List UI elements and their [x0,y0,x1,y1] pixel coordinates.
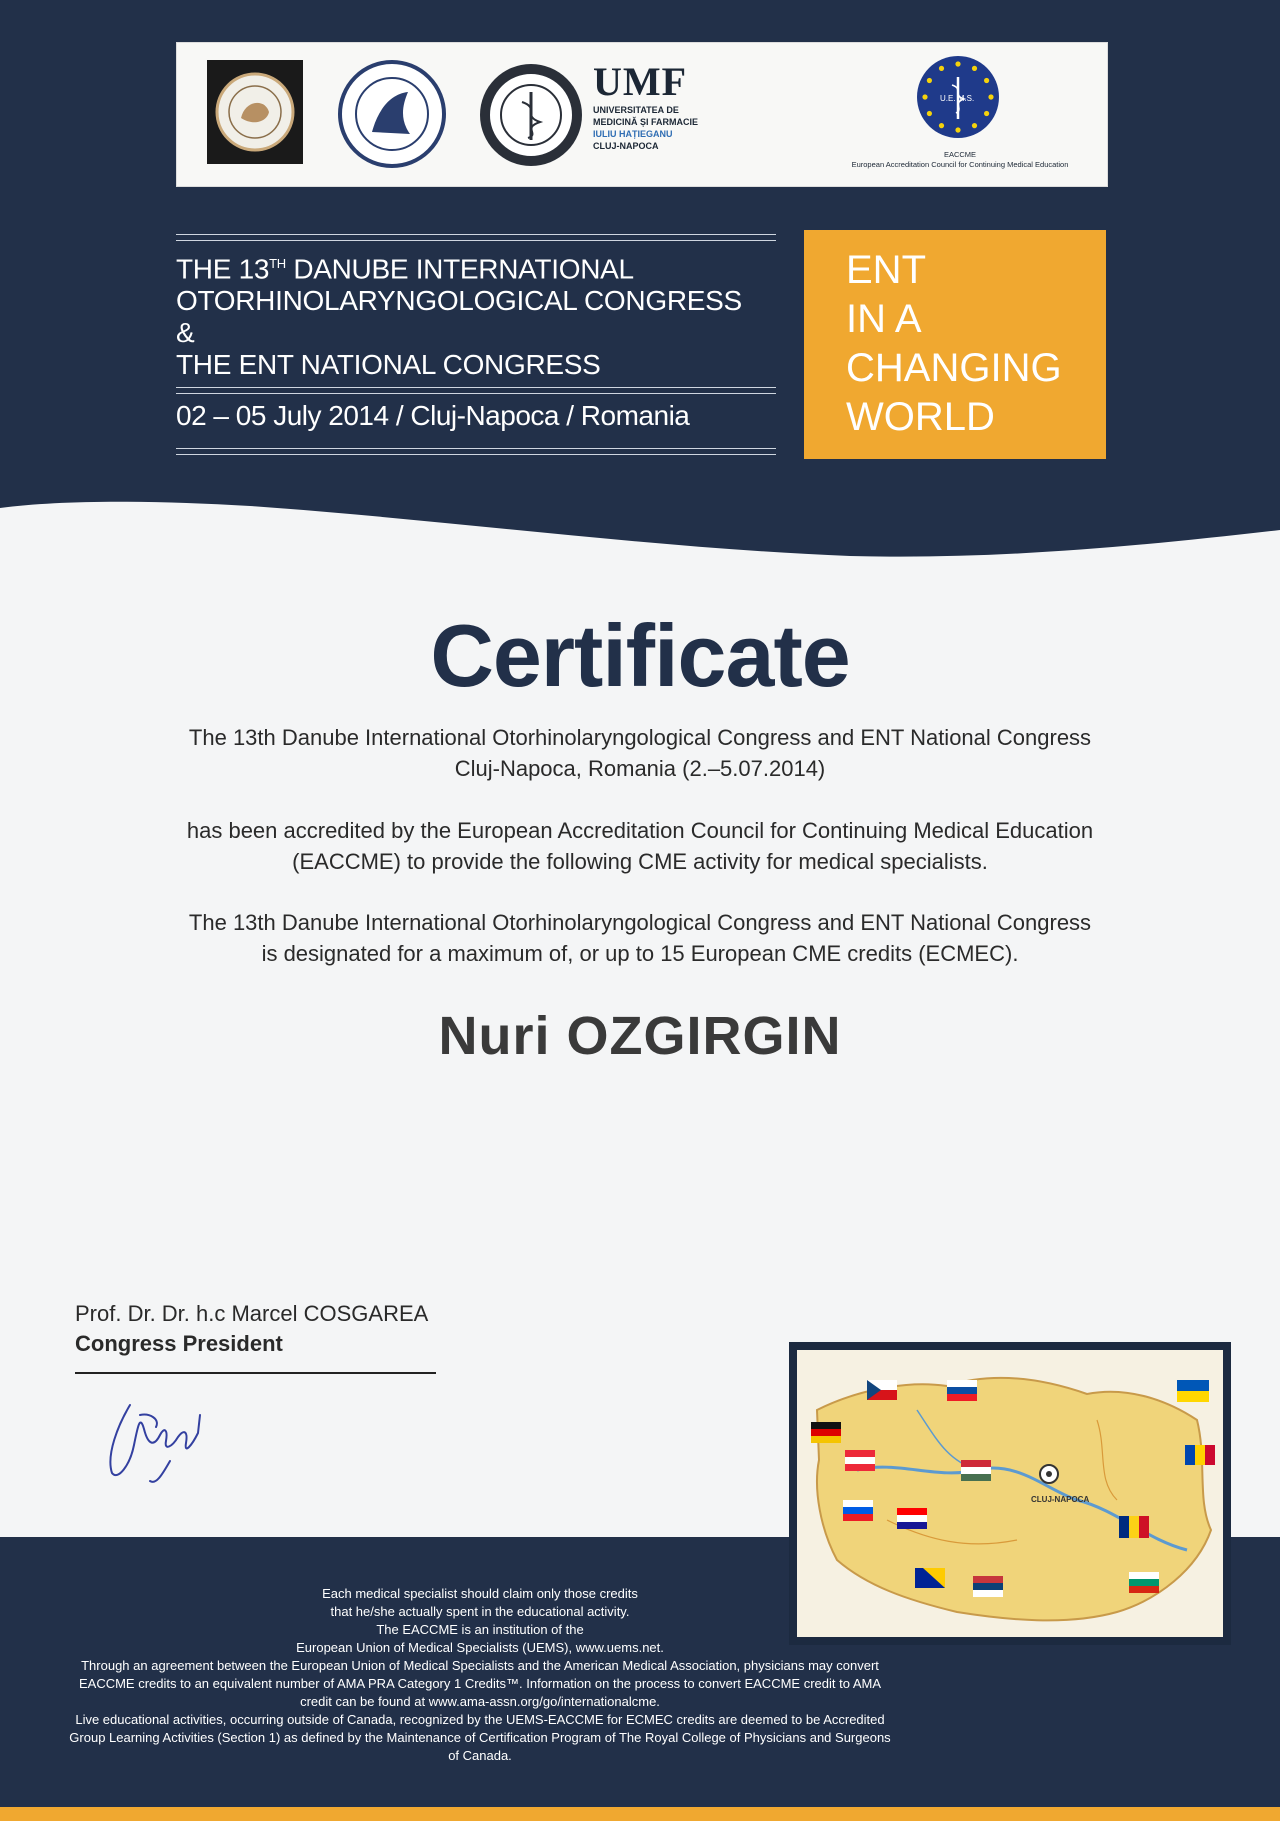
flag-romania-icon [1119,1516,1149,1538]
flag-ukraine-icon [1177,1380,1209,1402]
footer-line-8: Live educational activities, occurring outside of Canada, recognized by the UEMS-EACCME for ECMEC credits are deemed to be Accredited [75,1712,885,1727]
title-rule-middle [176,387,776,394]
para-3-line-1: The 13th Danube International Otorhinolaryngological Congress and ENT National Congress [188,910,1092,935]
title-rule-bottom [176,448,776,455]
accreditation-paragraph-2 [100,815,1180,877]
flag-bulgaria-icon [1129,1572,1159,1593]
para-1-line-2: Cluj-Napoca, Romania (2.–5.07.2014) [454,756,826,781]
title-rule-top [176,234,776,241]
footer-line-7: credit can be found at www.ama-assn.org/go/internationalcme. [300,1694,660,1709]
accreditation-paragraph-3 [100,907,1180,969]
para-2-line-1: has been accredited by the European Accreditation Council for Continuing Medical Education [186,818,1094,843]
signatory-role: Congress President [75,1331,283,1356]
umf-line-3: IULIU HAȚIEGANU [593,129,673,139]
footer-line-2: that he/she actually spent in the educational activity. [330,1604,630,1619]
flag-czechia-icon [867,1380,897,1400]
signatory-name: Prof. Dr. Dr. h.c Marcel COSGAREA [75,1301,429,1326]
umf-line-4: CLUJ-NAPOCA [593,141,659,151]
congress-line-2: OTORHINOLARYNGOLOGICAL CONGRESS [176,285,742,317]
congress-line-1-suffix: DANUBE INTERNATIONAL [285,253,634,285]
flag-croatia-icon [897,1508,927,1529]
footer-line-10: of Canada. [448,1748,512,1763]
eaccme-full-name: European Accreditation Council for Continuing Medical Education [851,160,1069,169]
congress-title [176,248,742,381]
society-seal-logo [207,60,303,164]
flag-serbia-icon [973,1576,1003,1597]
umf-wordmark [593,60,698,152]
footer-line-1: Each medical specialist should claim only those credits [322,1586,638,1601]
signatory-block [75,1299,428,1359]
flag-hungary-icon [961,1460,991,1481]
umf-line-2: MEDICINĂ ȘI FARMACIE [593,117,699,127]
footer-line-6: EACCME credits to an equivalent number of AMA PRA Category 1 Credits™. Information on the process to convert EACCME credit to AMA [78,1676,882,1691]
footer-accent-strip [0,1807,1280,1821]
eaccme-caption [820,150,1100,170]
danube-map-frame [789,1342,1231,1645]
uems-emblem-logo [916,55,1000,139]
handwritten-signature [100,1385,220,1495]
footer-line-5: Through an agreement between the European Union of Medical Specialists and the American Medical Association, physicians may convert [81,1658,879,1673]
congress-dates: 02 – 05 July 2014 / Cluj-Napoca / Romania [176,400,690,431]
umf-seal-logo [478,62,584,168]
slogan-line-1: ENT [846,248,926,292]
danube-region-map [797,1350,1223,1637]
map-city-label: CLUJ-NAPOCA [1031,1495,1090,1504]
para-2-line-2: (EACCME) to provide the following CME activity for medical specialists. [292,849,988,874]
orl-society-logo [338,60,446,168]
congress-line-1-sup: TH [269,256,286,271]
accreditation-paragraph-1 [100,722,1180,784]
footer-line-3: The EACCME is an institution of the [376,1622,584,1637]
slogan-box [804,230,1106,459]
congress-line-3: & [176,317,195,349]
slogan-line-2: IN A [846,297,922,341]
flag-bosnia-icon [915,1568,945,1588]
flag-slovakia-icon [947,1380,977,1401]
recipient-name: Nuri OZGIRGIN [438,1006,842,1066]
para-3-line-2: is designated for a maximum of, or up to 15 European CME credits (ECMEC). [261,941,1019,966]
signature-line [75,1372,436,1374]
umf-title: UMF [593,59,688,104]
flag-moldova-icon [1185,1445,1215,1465]
eaccme-name: EACCME [943,150,977,159]
slogan-line-4: WORLD [846,395,995,439]
congress-line-1-prefix: THE 13 [176,253,270,285]
para-1-line-1: The 13th Danube International Otorhinolaryngological Congress and ENT National Congress [188,725,1092,750]
flag-slovenia-icon [843,1500,873,1521]
flag-germany-icon [811,1422,841,1443]
slogan-line-3: CHANGING [846,346,1062,390]
umf-line-1: UNIVERSITATEA DE [593,105,679,115]
footer-line-4: European Union of Medical Specialists (UEMS), www.uems.net. [296,1640,664,1655]
flag-austria-icon [845,1450,875,1471]
footer-line-9: Group Learning Activities (Section 1) as defined by the Maintenance of Certification Program of The Royal College of Physicians and Surgeons [69,1730,891,1745]
uems-emblem-text: U.E. M.S. [940,94,975,103]
congress-line-4: THE ENT NATIONAL CONGRESS [176,349,601,381]
certificate-title: Certificate [430,606,850,705]
